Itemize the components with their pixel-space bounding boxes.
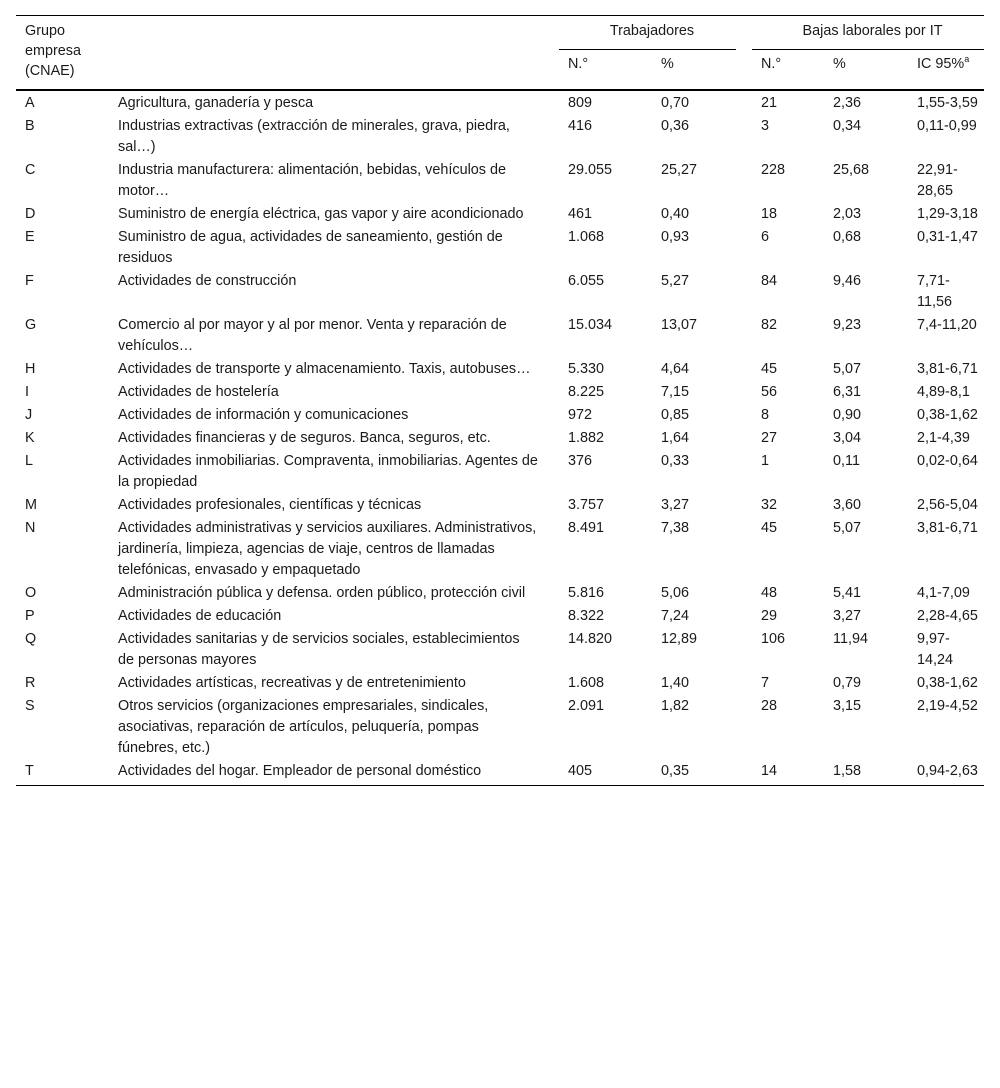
cnae-code: G	[25, 317, 37, 333]
ic-footnote-mark: a	[964, 54, 970, 65]
cnae-code: T	[25, 763, 34, 779]
leaves-count: 106	[761, 631, 786, 647]
workers-count: 8.225	[568, 384, 605, 400]
leaves-count: 1	[761, 453, 770, 469]
cnae-code: S	[25, 698, 35, 714]
table-row	[16, 627, 984, 671]
cnae-code: J	[25, 407, 33, 423]
leaves-count: 6	[761, 229, 770, 245]
leaves-confidence-interval: 3,81-6,71	[917, 361, 978, 377]
leaves-confidence-interval: 7,4-11,20	[917, 317, 977, 333]
leaves-confidence-interval: 2,19-4,52	[917, 698, 978, 714]
leaves-count: 18	[761, 206, 778, 222]
leaves-confidence-interval: 0,38-1,62	[917, 675, 978, 691]
leaves-confidence-interval: 0,94-2,63	[917, 763, 978, 779]
cnae-code: N	[25, 520, 36, 536]
cnae-code: I	[25, 384, 29, 400]
cnae-description: Actividades del hogar. Empleador de personal doméstico	[118, 763, 482, 779]
cnae-code: L	[25, 453, 34, 469]
table-row	[16, 380, 984, 403]
leaves-percent: 5,07	[833, 361, 862, 377]
workers-group-header: Trabajadores	[559, 16, 736, 50]
table-row	[16, 357, 984, 380]
cnae-description: Otros servicios (organizaciones empresariales, sindicales, asociativas, reparación de artículos, peluquería, pompas fúnebres, etc.)	[118, 698, 489, 756]
leaves-percent: 1,58	[833, 763, 862, 779]
leaves-percent: 3,27	[833, 608, 862, 624]
leaves-n-header: N.°	[761, 56, 782, 73]
cnae-code: M	[25, 497, 37, 513]
table-row	[16, 403, 984, 426]
workers-percent: 0,93	[661, 229, 690, 245]
leaves-count: 48	[761, 585, 778, 601]
leaves-confidence-interval: 22,91-28,65	[917, 162, 958, 199]
cnae-code: F	[25, 273, 34, 289]
leaves-confidence-interval: 0,38-1,62	[917, 407, 978, 423]
workers-count: 405	[568, 763, 593, 779]
leaves-percent: 9,23	[833, 317, 862, 333]
cnae-code: D	[25, 206, 36, 222]
workers-count: 376	[568, 453, 593, 469]
cnae-description: Actividades administrativas y servicios auxiliares. Administrativos, jardinería, limpieza, agencias de viaje, centros de llamadas telefónicas, envasado y empaquetado	[118, 520, 537, 578]
cnae-description: Actividades de construcción	[118, 273, 297, 289]
description-column-header	[109, 16, 538, 90]
leaves-percent: 25,68	[833, 162, 870, 178]
leaves-percent: 0,68	[833, 229, 862, 245]
cnae-description: Actividades sanitarias y de servicios sociales, establecimientos de personas mayores	[118, 631, 520, 668]
workers-count: 1.068	[568, 229, 605, 245]
leaves-percent: 3,60	[833, 497, 862, 513]
cnae-code: E	[25, 229, 35, 245]
cnae-description: Actividades de información y comunicaciones	[118, 407, 409, 423]
workers-count: 1.882	[568, 430, 605, 446]
leaves-percent: 11,94	[833, 631, 868, 647]
workers-percent: 1,64	[661, 430, 690, 446]
workers-percent: 0,36	[661, 118, 690, 134]
table-row	[16, 671, 984, 694]
cnae-description: Actividades financieras y de seguros. Banca, seguros, etc.	[118, 430, 491, 446]
workers-count: 14.820	[568, 631, 613, 647]
leaves-count: 3	[761, 118, 770, 134]
workers-count: 5.330	[568, 361, 605, 377]
workers-count: 8.491	[568, 520, 605, 536]
table-row	[16, 426, 984, 449]
table-row	[16, 158, 984, 202]
leaves-percent: 5,41	[833, 585, 862, 601]
cnae-description: Comercio al por mayor y al por menor. Venta y reparación de vehículos…	[118, 317, 507, 354]
workers-percent: 0,70	[661, 95, 690, 111]
cnae-description: Suministro de agua, actividades de saneamiento, gestión de residuos	[118, 229, 503, 266]
leaves-pct-header: %	[833, 56, 846, 73]
workers-percent: 1,82	[661, 698, 690, 714]
workers-percent: 25,27	[661, 162, 698, 178]
cnae-description: Agricultura, ganadería y pesca	[118, 95, 314, 111]
workers-percent: 0,85	[661, 407, 690, 423]
cnae-sick-leave-table	[16, 15, 984, 786]
leaves-count: 14	[761, 763, 778, 779]
workers-count: 3.757	[568, 497, 605, 513]
leaves-count: 32	[761, 497, 778, 513]
workers-percent: 7,38	[661, 520, 690, 536]
workers-count: 809	[568, 95, 593, 111]
leaves-confidence-interval: 2,1-4,39	[917, 430, 970, 446]
workers-percent: 0,40	[661, 206, 690, 222]
leaves-confidence-interval: 0,31-1,47	[917, 229, 978, 245]
cnae-code: P	[25, 608, 35, 624]
workers-percent: 5,06	[661, 585, 690, 601]
leaves-count: 228	[761, 162, 786, 178]
cnae-description: Suministro de energía eléctrica, gas vapor y aire acondicionado	[118, 206, 524, 222]
leaves-ic-header	[908, 50, 984, 89]
workers-percent: 1,40	[661, 675, 690, 691]
leaves-percent: 2,36	[833, 95, 862, 111]
workers-percent: 7,15	[661, 384, 690, 400]
leaves-percent: 5,07	[833, 520, 862, 536]
table-row	[16, 202, 984, 225]
leaves-count: 82	[761, 317, 778, 333]
cnae-code: H	[25, 361, 36, 377]
leaves-confidence-interval: 1,55-3,59	[917, 95, 978, 111]
leaves-confidence-interval: 4,1-7,09	[917, 585, 970, 601]
workers-count: 416	[568, 118, 593, 134]
leaves-percent: 6,31	[833, 384, 862, 400]
leaves-percent: 0,11	[833, 453, 860, 469]
leaves-percent: 0,79	[833, 675, 862, 691]
cnae-description: Industrias extractivas (extracción de minerales, grava, piedra, sal…)	[118, 118, 510, 155]
cnae-description: Actividades de educación	[118, 608, 282, 624]
leaves-confidence-interval: 4,89-8,1	[917, 384, 970, 400]
cnae-code: Q	[25, 631, 37, 647]
cnae-code: K	[25, 430, 35, 446]
table-row	[16, 225, 984, 269]
leaves-confidence-interval: 1,29-3,18	[917, 206, 978, 222]
leaves-percent: 3,15	[833, 698, 862, 714]
workers-percent: 13,07	[661, 317, 698, 333]
group-column-header	[16, 16, 109, 90]
table-header	[16, 16, 984, 91]
leaves-confidence-interval: 0,11-0,99	[917, 118, 977, 134]
workers-pct-header: %	[661, 56, 674, 73]
ic-label: IC 95%	[917, 56, 965, 73]
table-row	[16, 269, 984, 313]
leaves-count: 28	[761, 698, 778, 714]
cnae-description: Industria manufacturera: alimentación, bebidas, vehículos de motor…	[118, 162, 506, 199]
workers-percent: 3,27	[661, 497, 690, 513]
leaves-count: 7	[761, 675, 770, 691]
workers-count: 1.608	[568, 675, 605, 691]
cnae-code: A	[25, 95, 35, 111]
workers-count: 5.816	[568, 585, 605, 601]
leaves-confidence-interval: 9,97-14,24	[917, 631, 954, 668]
cnae-description: Actividades de transporte y almacenamiento. Taxis, autobuses…	[118, 361, 531, 377]
cnae-description: Administración pública y defensa. orden público, protección civil	[118, 585, 526, 601]
workers-percent: 4,64	[661, 361, 690, 377]
cnae-description: Actividades inmobiliarias. Compraventa, inmobiliarias. Agentes de la propiedad	[118, 453, 538, 490]
leaves-confidence-interval: 2,28-4,65	[917, 608, 978, 624]
leaves-confidence-interval: 3,81-6,71	[917, 520, 978, 536]
table-row	[16, 516, 984, 581]
cnae-description: Actividades de hostelería	[118, 384, 279, 400]
workers-count: 6.055	[568, 273, 605, 289]
cnae-code: R	[25, 675, 36, 691]
workers-count: 2.091	[568, 698, 605, 714]
leaves-count: 84	[761, 273, 778, 289]
workers-count: 8.322	[568, 608, 605, 624]
group-column-label: Grupo empresa (CNAE)	[25, 23, 81, 79]
table-row	[16, 313, 984, 357]
leaves-percent: 0,34	[833, 118, 862, 134]
workers-percent: 12,89	[661, 631, 698, 647]
cnae-code: O	[25, 585, 37, 601]
leaves-percent: 0,90	[833, 407, 862, 423]
leaves-count: 56	[761, 384, 778, 400]
cnae-description: Actividades profesionales, científicas y técnicas	[118, 497, 422, 513]
table-body	[16, 90, 984, 786]
table-row	[16, 90, 984, 114]
leaves-confidence-interval: 7,71-11,56	[917, 273, 952, 310]
workers-percent: 0,35	[661, 763, 690, 779]
workers-percent: 7,24	[661, 608, 690, 624]
leaves-percent: 2,03	[833, 206, 862, 222]
leaves-count: 8	[761, 407, 770, 423]
workers-n-header: N.°	[568, 56, 589, 73]
leaves-confidence-interval: 0,02-0,64	[917, 453, 978, 469]
leaves-percent: 9,46	[833, 273, 862, 289]
leaves-count: 27	[761, 430, 778, 446]
leaves-group-header: Bajas laborales por IT	[752, 16, 984, 50]
workers-count: 29.055	[568, 162, 613, 178]
leaves-percent: 3,04	[833, 430, 862, 446]
leaves-count: 21	[761, 95, 778, 111]
table-row	[16, 449, 984, 493]
cnae-code: B	[25, 118, 35, 134]
leaves-count: 45	[761, 361, 778, 377]
table-row	[16, 604, 984, 627]
cnae-description: Actividades artísticas, recreativas y de entretenimiento	[118, 675, 466, 691]
table-row	[16, 114, 984, 158]
leaves-count: 29	[761, 608, 778, 624]
workers-percent: 0,33	[661, 453, 690, 469]
leaves-confidence-interval: 2,56-5,04	[917, 497, 978, 513]
table-row	[16, 493, 984, 516]
workers-count: 461	[568, 206, 593, 222]
table-row	[16, 694, 984, 759]
table-row	[16, 759, 984, 786]
cnae-code: C	[25, 162, 36, 178]
workers-count: 972	[568, 407, 593, 423]
table-row	[16, 581, 984, 604]
workers-percent: 5,27	[661, 273, 690, 289]
workers-count: 15.034	[568, 317, 613, 333]
leaves-count: 45	[761, 520, 778, 536]
